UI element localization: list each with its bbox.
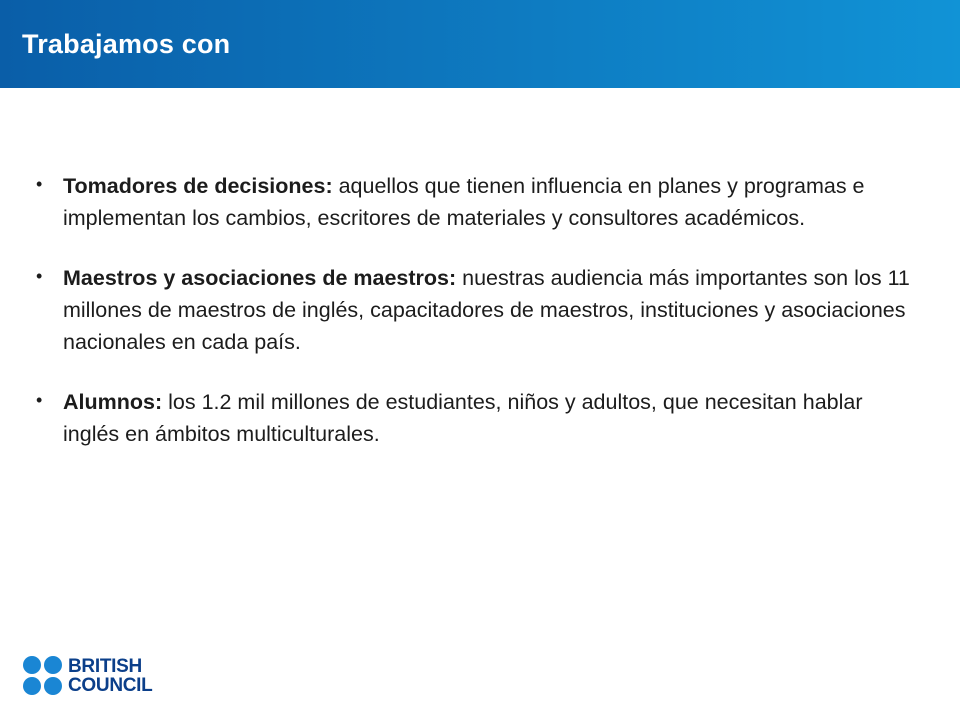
logo-line-2: COUNCIL xyxy=(68,674,153,696)
bullet-item-teachers xyxy=(36,262,916,358)
logo-dot xyxy=(23,656,41,674)
logo-dots-icon xyxy=(23,656,62,695)
bullet-term: Alumnos: xyxy=(63,390,163,414)
logo-wordmark xyxy=(68,657,152,695)
bullet-icon: • xyxy=(36,266,43,286)
bullet-text: los 1.2 mil millones de estudiantes, niños y adultos, que necesitan hablar inglés en ámbitos multiculturales. xyxy=(63,390,863,446)
bullet-item-students xyxy=(36,386,916,450)
title-bar xyxy=(0,0,960,88)
bullet-text: nuestras audiencia más importantes son los 11 millones de maestros de inglés, capacitadores de maestros, instituciones y asociaciones nacionales en cada país. xyxy=(63,266,910,354)
bullet-item-decision-makers xyxy=(36,170,916,234)
logo-dot xyxy=(44,656,62,674)
british-council-logo xyxy=(23,656,152,695)
bullet-list xyxy=(36,170,916,478)
bullet-icon: • xyxy=(36,390,43,410)
logo-dot xyxy=(44,677,62,695)
bullet-text: aquellos que tienen influencia en planes y programas e implementan los cambios, escritores de materiales y consultores académicos. xyxy=(63,174,865,230)
bullet-icon: • xyxy=(36,174,43,194)
bullet-term: Tomadores de decisiones: xyxy=(63,174,333,198)
slide-title: Trabajamos con xyxy=(22,29,231,59)
logo-line-1: BRITISH xyxy=(68,655,142,677)
logo-dot xyxy=(23,677,41,695)
bullet-term: Maestros y asociaciones de maestros: xyxy=(63,266,457,290)
